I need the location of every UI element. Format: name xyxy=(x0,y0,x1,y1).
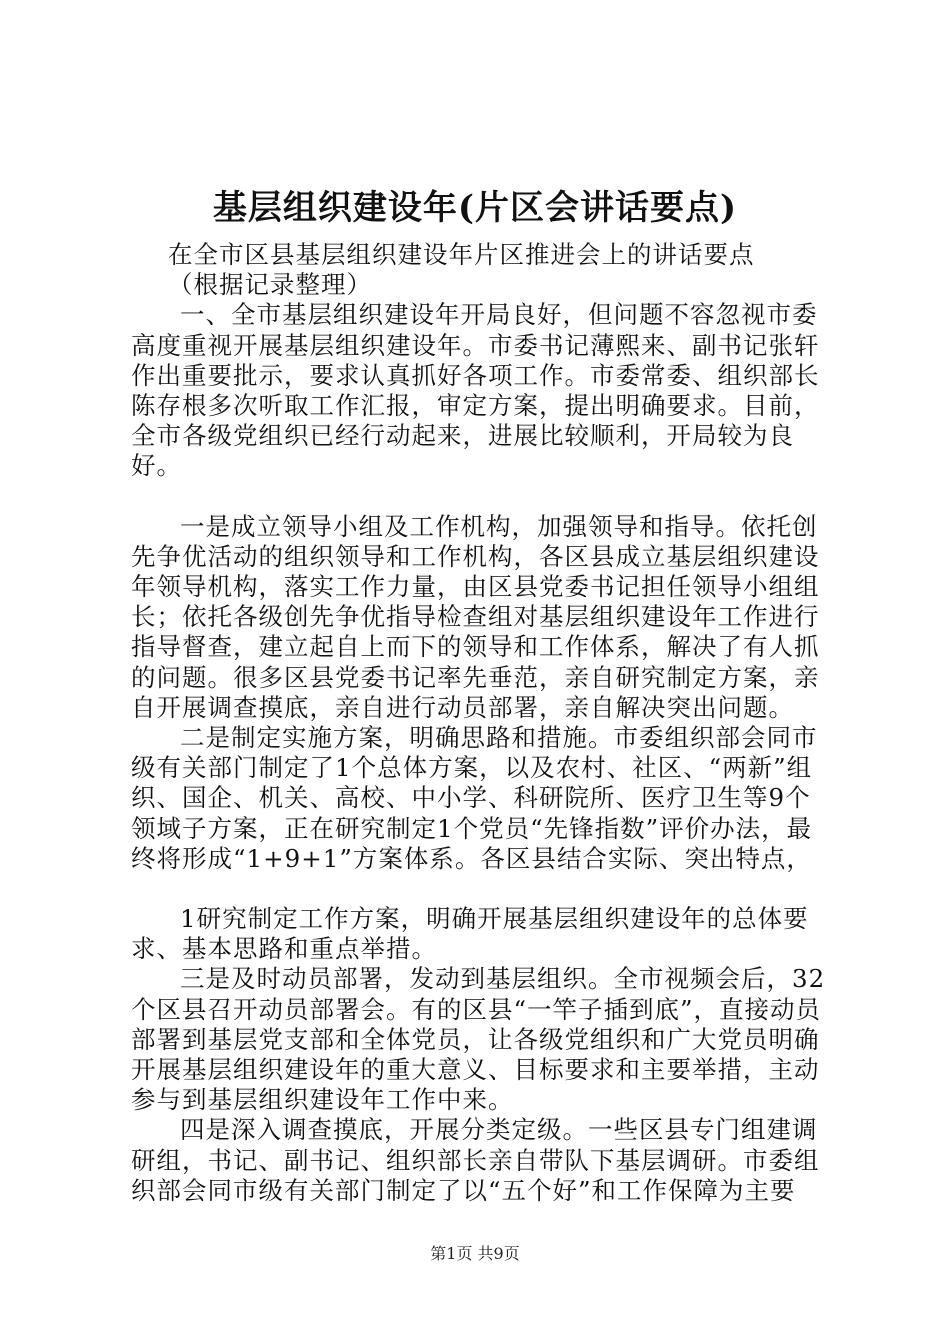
document-note: （根据记录整理） xyxy=(168,270,372,300)
paragraph-3: 二是制定实施方案，明确思路和措施。市委组织部会同市级有关部门制定了1个总体方案，以及农村、社区、“两新”组织、国企、机关、高校、中小学、科研院所、医疗卫生等9个领域子方案，正在研究制定1个党员“先锋指数”评价办法，最终将形成“1+9+1”方案体系。各区县结合实际、突出特点， xyxy=(131,723,818,873)
document-title: 基层组织建设年(片区会讲话要点) xyxy=(212,188,738,228)
document-body xyxy=(131,240,836,1206)
paragraph-5: 三是及时动员部署，发动到基层组织。全市视频会后，32个区县召开动员部署会。有的区县“一竿子插到底”，直接动员部署到基层党支部和全体党员，让各级党组织和广大党员明确开展基层组织建设年的重大意义、目标要求和主要举措，主动参与到基层组织建设年工作中来。 xyxy=(131,964,826,1115)
paragraph-gap xyxy=(131,482,836,512)
paragraph-gap xyxy=(131,874,836,904)
paragraph-6: 四是深入调查摸底，开展分类定级。一些区县专门组建调研组，书记、副书记、组织部长亲自带队下基层调研。市委组织部会同市级有关部门制定了以“五个好”和工作保障为主要 xyxy=(131,1115,820,1205)
paragraph-4: 1研究制定工作方案，明确开展基层组织建设年的总体要求、基本思路和重点举措。 xyxy=(131,904,809,964)
paragraph-2: 一是成立领导小组及工作机构，加强领导和指导。依托创先争优活动的组织领导和工作机构，各区县成立基层组织建设年领导机构，落实工作力量，由区县党委书记担任领导小组组长；依托各级创先争优指导检查组对基层组织建设年工作进行指导督查，建立起自上而下的领导和工作体系，解决了有人抓的问题。很多区县党委书记率先垂范，亲自研究制定方案，亲自开展调查摸底，亲自进行动员部署，亲自解决突出问题。 xyxy=(131,511,820,722)
document-subtitle: 在全市区县基层组织建设年片区推进会上的讲话要点 xyxy=(168,240,755,269)
page-footer: 第1页 共9页 xyxy=(430,1244,520,1263)
paragraph-1: 一、全市基层组织建设年开局良好，但问题不容忽视市委高度重视开展基层组织建设年。市委书记薄熙来、副书记张轩作出重要批示，要求认真抓好各项工作。市委常委、组织部长陈存根多次听取工作汇报，审定方案，提出明确要求。目前，全市各级党组织已经行动起来，进展比较顺利，开局较为良好。 xyxy=(131,300,820,481)
